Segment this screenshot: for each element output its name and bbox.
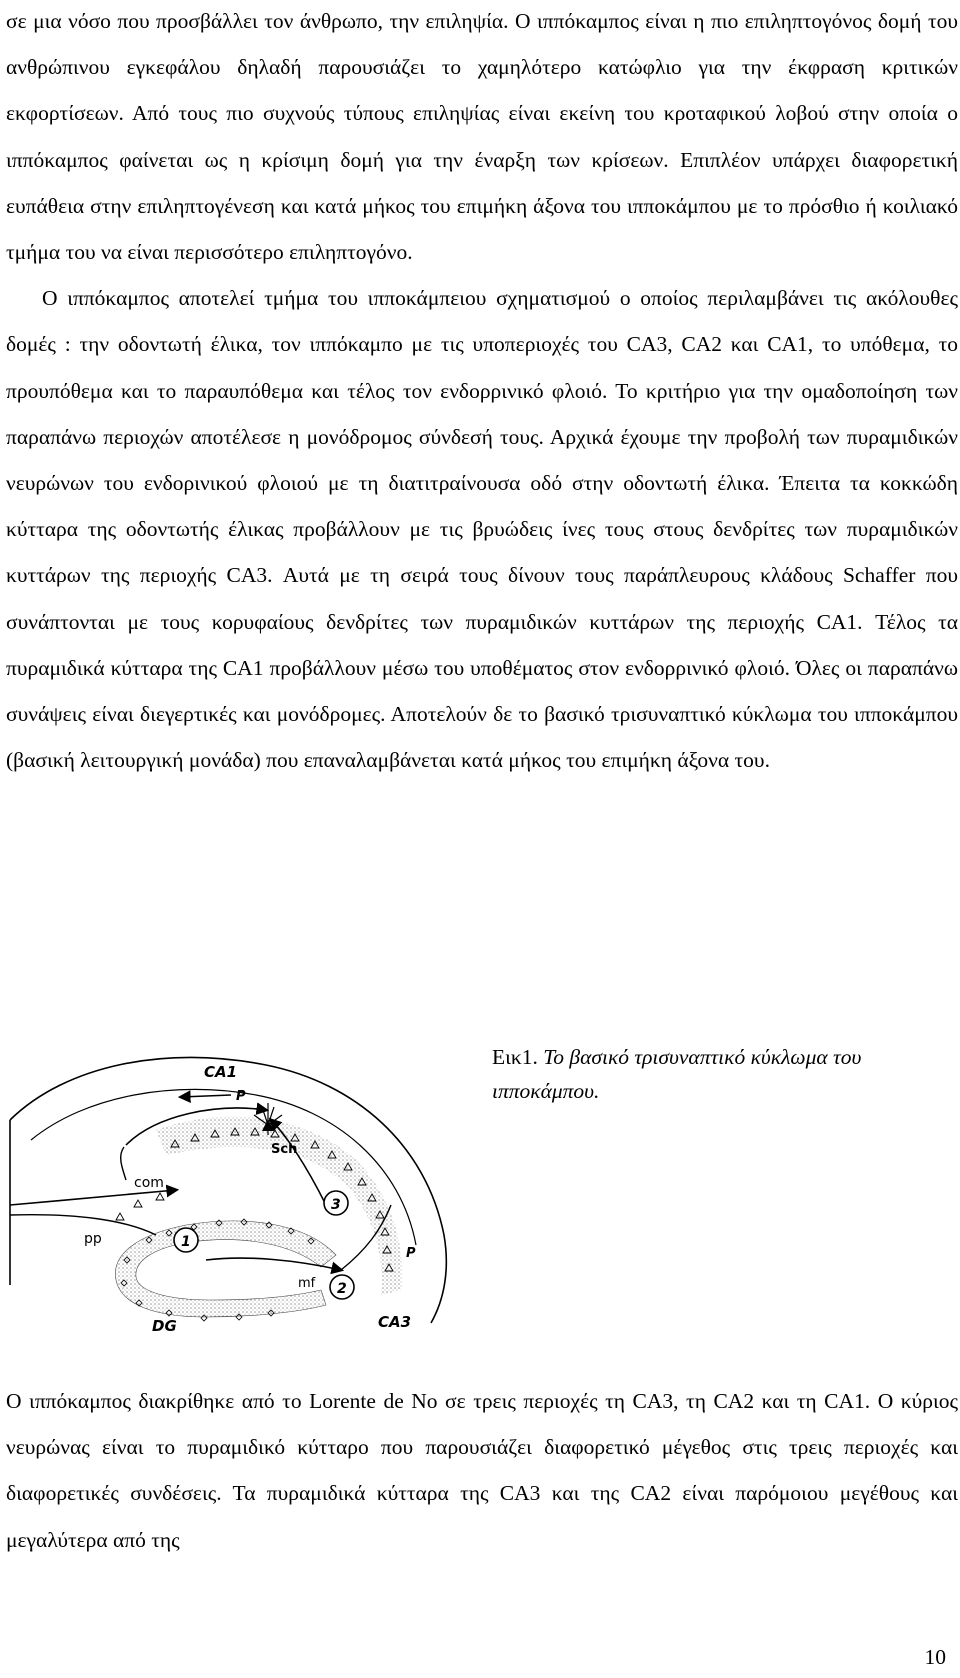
label-pp: pp: [84, 1231, 102, 1247]
label-p-right: P: [406, 1246, 416, 1261]
outer-outline: [10, 1057, 446, 1323]
label-1: 1: [181, 1234, 191, 1250]
ca1-projection-arrow: [181, 1095, 231, 1097]
label-dg: DG: [152, 1317, 177, 1335]
label-3: 3: [331, 1197, 341, 1213]
dentate-gyrus-band: [115, 1221, 336, 1317]
trisynaptic-circuit-figure: [6, 1055, 458, 1345]
text-block-top: [6, 0, 958, 783]
page-number: 10: [924, 1645, 946, 1669]
figure-caption-label: Εικ1.: [492, 1045, 538, 1069]
perforant-path-2: [10, 1215, 156, 1235]
perforant-path: [10, 1190, 176, 1205]
trisynaptic-circuit-diagram: [6, 1055, 458, 1345]
com-arrow: [121, 1147, 126, 1180]
label-sch: Sch: [271, 1142, 298, 1157]
paragraph-epilepsy: σε μια νόσο που προσβάλλει τον άνθρωπο, την επιληψία. Ο ιππόκαμπος είναι η πιο επιληπτογόνος δομή του ανθρώπινου εγκεφάλου δηλαδή παρουσιάζει το χαμηλότερο κατώφλιο για την έκφραση κριτικών εκφορτίσεων. Από τους πιο συχνούς τύπους επιληψίας είναι εκείνη του κροταφικού λοβού στην οποία ο ιππόκαμπος φαίνεται ως η κρίσιμη δομή για την έναρξη των κρίσεων. Επιπλέον υπάρχει διαφορετική ευπάθεια στην επιληπτογένεση και κατά μήκος του επιμήκη άξονα του ιπποκάμπου με το πρόσθιο ή κοιλιακό τμήμα του να είναι περισσότερο επιληπτογόνο.: [6, 9, 958, 265]
text-block-bottom: [6, 1378, 958, 1563]
label-ca1: CA1: [204, 1063, 238, 1081]
label-p-top: P: [236, 1089, 246, 1104]
label-ca3: CA3: [378, 1313, 412, 1331]
label-2: 2: [337, 1281, 347, 1297]
label-mf: mf: [298, 1276, 316, 1291]
paragraph-hippocampal-formation: Ο ιππόκαμπος αποτελεί τμήμα του ιπποκάμπειου σχηματισμού ο οποίος περιλαμβάνει τις ακόλουθες δομές : την οδοντωτή έλικα, τον ιππόκαμπο με τις υποπεριοχές του CA3, CA2 και CA1, το υπόθεμα, το προυπόθεμα και το παραυπόθεμα και τέλος τον ενδορρινικό φλοιό. Το κριτήριο για την ομαδοποίηση των παραπάνω περιοχών αποτέλεσε η μονόδρομος σύνδεσή τους. Αρχικά έχουμε την προβολή των πυραμιδικών νευρώνων του ενδορινικού φλοιού με τη διατιτραίνουσα οδό στην οδοντωτή έλικα. Έπειτα τα κοκκώδη κύτταρα της οδοντωτής έλικας προβάλλουν με τις βρυώδεις ίνες τους στους δενδρίτες των πυραμιδικών κυττάρων της περιοχής CA3. Αυτά με τη σειρά τους δίνουν τους παράπλευρους κλάδους Schaffer που συνάπτονται με τους κορυφαίους δενδρίτες των πυραμιδικών κυττάρων της περιοχής CA1. Τέλος τα πυραμιδικά κύτταρα της CA1 προβάλλουν μέσω του υποθέματος στον ενδορρινικό φλοιό. Όλες οι παραπάνω συνάψεις είναι διεγερτικές και μονόδρομες. Αποτελούν δε το βασικό τρισυναπτικό κύκλωμα του ιπποκάμπου (βασική λειτουργική μονάδα) που επαναλαμβάνεται κατά μήκος του επιμήκη άξονα του.: [6, 286, 958, 773]
label-com: com: [134, 1175, 164, 1191]
figure-caption: [492, 1040, 952, 1108]
figure-caption-text: Το βασικό τρισυναπτικό κύκλωμα του ιπποκάμπου.: [492, 1045, 862, 1103]
paragraph-lorente-de-no: Ο ιππόκαμπος διακρίθηκε από το Lorente de No σε τρεις περιοχές τη CA3, τη CA2 και τη CA1. Ο κύριος νευρώνας είναι το πυραμιδικό κύτταρο που παρουσιάζει διαφορετικό μέγεθος στις τρεις περιοχές και διαφορετικές συνδέσεις. Τα πυραμιδικά κύτταρα της CA3 και της CA2 είναι παρόμοιου μεγέθους και μεγαλύτερα από της: [6, 1389, 958, 1552]
